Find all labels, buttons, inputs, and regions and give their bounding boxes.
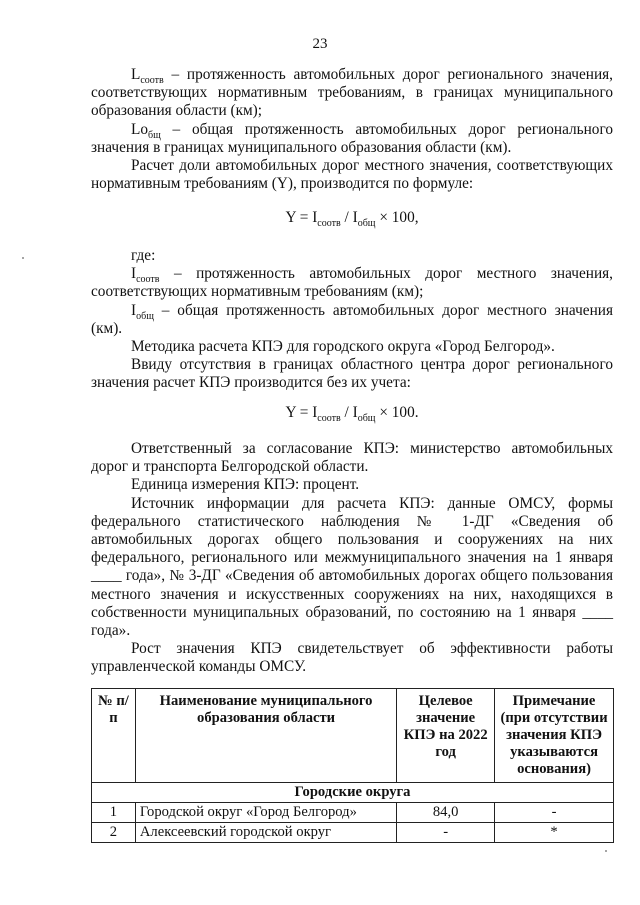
table-row (92, 823, 614, 843)
table-header-row (92, 689, 614, 783)
definition-i-obsh: $I_{общ}$ – общая протяженность автомобильных дорог местного значения (км). (91, 301, 613, 337)
paragraph-local-roads: Расчет доли автомобильных дорог местного значения, соответствующих нормативным требованиям (Y), производится по формуле: (91, 157, 613, 193)
row-municipality: Городской округ «Город Белгород» (135, 803, 396, 823)
where-label: где: (131, 247, 156, 264)
header-note: Примечание (при отсутствии значения КПЭ указываются основания) (495, 689, 614, 783)
row-number: 1 (92, 803, 136, 823)
symbol: L (131, 66, 141, 83)
table-row (92, 803, 614, 823)
formula-2: $Y = I_{соотв} / I_{общ} \times 100$. (285, 404, 419, 425)
unit-of-measure: Единица измерения КПЭ: процент. (131, 476, 360, 494)
page-text-3 (91, 440, 613, 677)
information-source: Источник информации для расчета КПЭ: данные ОМСУ, формы федерального статистического наблюдения № 1-ДГ «Сведения об автомобильных дорогах общего пользования и сооружениях на них федерального, регионального или межмуниципального значения на 1 января ____ года», № 3-ДГ «Сведения об автомобильных дорогах общего пользования местного значения и искусственных сооружениях на них, находящихся в собственности муниципальных образований, по состоянию на 1 января ____ года». (91, 494, 613, 640)
formula-1: $Y = I_{соотв} / I_{общ} \times 100$, (285, 209, 419, 230)
table-section-row (92, 783, 614, 803)
growth-statement: Рост значения КПЭ свидетельствует об эффективности работы управленческой команды ОМСУ. (91, 640, 613, 676)
method-belgorod: Методика расчета КПЭ для городского округа «Город Белгород». (131, 338, 555, 356)
definition-i-sootv: $I_{соотв}$ – протяженность автомобильных дорог местного значения, соответствующих нормативным требованиям (км); (91, 265, 613, 301)
scan-speck (605, 850, 607, 852)
row-note: - (495, 803, 614, 823)
kpe-table (91, 688, 614, 843)
row-note: * (495, 823, 614, 843)
row-target-value: 84,0 (397, 803, 495, 823)
paragraph-no-regional: Ввиду отсутствия в границах областного центра дорог регионального значения расчет КПЭ производится без их учета: (91, 356, 613, 392)
row-number: 2 (92, 823, 136, 843)
definition-l-obsh (91, 121, 613, 157)
header-target-value: Целевое значение КПЭ на 2022 год (397, 689, 495, 783)
responsible-party: Ответственный за согласование КПЭ: министерство автомобильных дорог и транспорта Белгородской области. (91, 440, 613, 476)
row-target-value: - (397, 823, 495, 843)
symbol: Lо (131, 120, 148, 138)
definition-l-sootv (91, 66, 613, 121)
header-municipality: Наименование муниципального образования области (135, 689, 396, 783)
page-text (91, 66, 613, 193)
section-label: Городские округа (92, 783, 614, 803)
row-municipality: Алексеевский городской округ (135, 823, 396, 843)
symbol-subscript: бщ (148, 129, 161, 141)
header-number: № п/п (92, 689, 136, 783)
scan-speck (22, 257, 24, 259)
symbol-subscript: соотв (140, 75, 164, 87)
definition-text: – общая протяженность автомобильных дорог регионального значения в границах муниципального образования области (км). (91, 120, 613, 156)
page-number: 23 (312, 36, 328, 52)
definition-text: – протяженность автомобильных дорог регионального значения, соответствующих нормативным требованиям, в границах муниципального образования области (км); (91, 66, 613, 120)
page-text-2 (91, 247, 613, 393)
